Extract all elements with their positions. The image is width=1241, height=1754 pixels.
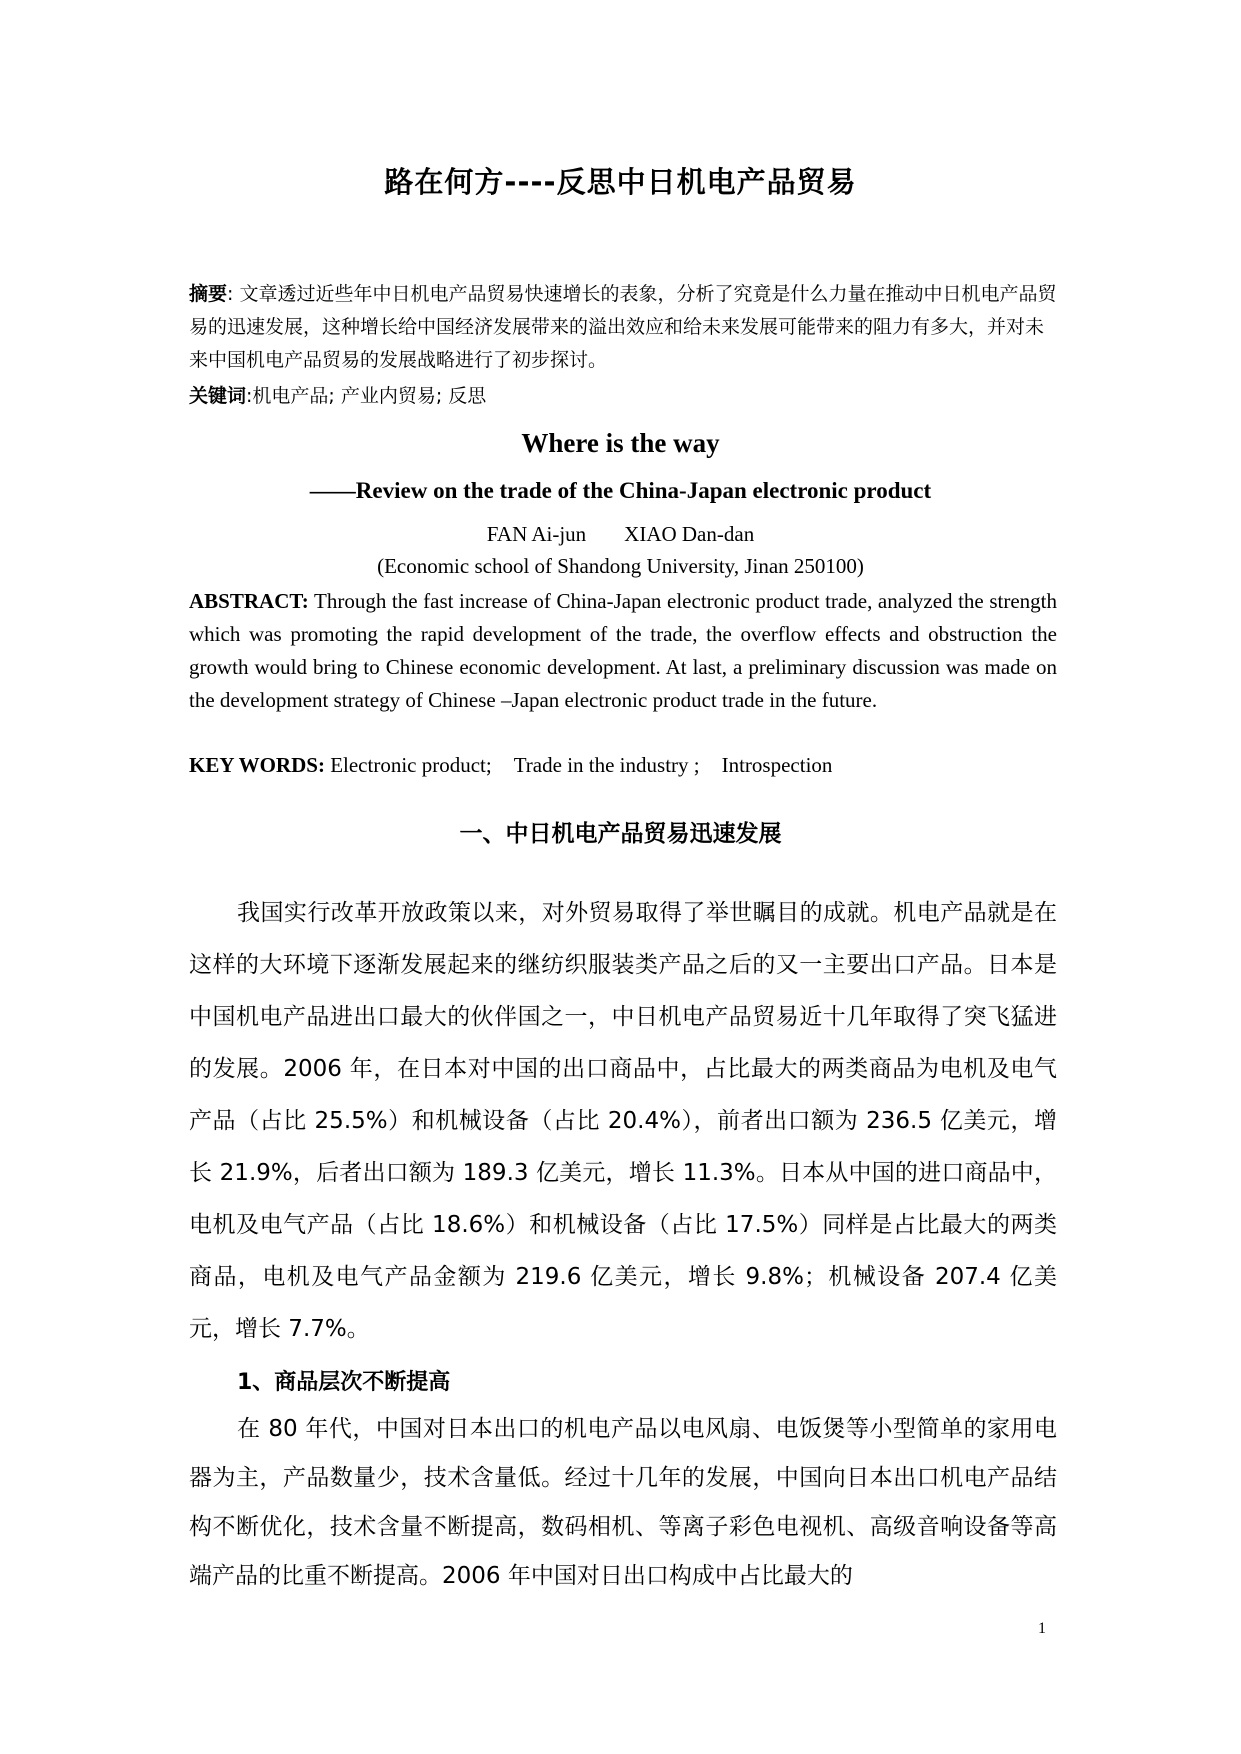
english-title: Where is the way (521, 428, 720, 458)
body-paragraph: 我国实行改革开放政策以来，对外贸易取得了举世瞩目的成就。机电产品就是在这样的大环境下逐渐发展起来的继纺织服装类产品之后的又一主要出口产品。日本是中国机电产品进出口最大的伙伴国之一，中日机电产品贸易近十几年取得了突飞猛进的发展。2006 年，在日本对中国的出口商品中，占比最大的两类商品为电机及电气产品（占比 25.5%）和机械设备（占比 20.4%），前者出口额为 236.5 亿美元，增长 21.9%，后者出口额为 189.3 亿美元，增长 11.3%。日本从中国的进口商品中，电机及电气产品（占比 18.6%）和机械设备（占比 17.5%）同样是占比最大的两类商品，电机及电气产品金额为 219.6 亿美元，增长 9.8%；机械设备 207.4 亿美元，增长 7.7%。 (189, 900, 1057, 1342)
body-paragraph: 在 80 年代，中国对日本出口的机电产品以电风扇、电饭煲等小型简单的家用电器为主，产品数量少，技术含量低。经过十几年的发展，中国向日本出口机电产品结构不断优化，技术含量不断提高，数码相机、等离子彩色电视机、高级音响设备等高端产品的比重不断提高。2006 年中国对日出口构成中占比最大的 (189, 1416, 1057, 1589)
author-name: FAN Ai-jun (486, 522, 587, 546)
author-name: XIAO Dan-dan (624, 522, 755, 546)
english-subtitle: ——Review on the trade of the China-Japan electronic product (309, 478, 932, 503)
chinese-abstract-label: 摘要 (189, 283, 228, 305)
english-keywords-label: KEY WORDS: (189, 753, 325, 777)
english-abstract-label: ABSTRACT: (189, 589, 309, 613)
english-keyword: Introspection (721, 753, 833, 777)
chinese-keywords (189, 380, 1057, 413)
chinese-abstract (189, 278, 1057, 377)
author-line (0, 522, 1241, 547)
english-keywords (189, 749, 1057, 782)
chinese-abstract-text: : 文章透过近些年中日机电产品贸易快速增长的表象，分析了究竟是什么力量在推动中日机电产品贸易的迅速发展，这种增长给中国经济发展带来的溢出效应和给未来发展可能带来的阻力有多大，并对未来中国机电产品贸易的发展战略进行了初步探讨。 (189, 283, 1057, 371)
english-abstract-text: Through the fast increase of China-Japan electronic product trade, analyzed the strength which was promoting the rapid development of the trade, the overflow effects and obstruction the growth would bring to Chinese economic development. At last, a preliminary discussion was made on the development strategy of Chinese –Japan electronic product trade in the future. (189, 589, 1057, 712)
english-keyword: Trade in the industry ; (513, 753, 700, 777)
english-abstract (189, 585, 1057, 717)
subsection-heading: 1、商品层次不断提高 (237, 1370, 451, 1395)
section-heading: 一、中日机电产品贸易迅速发展 (459, 821, 782, 847)
english-keyword: Electronic product; (330, 753, 492, 777)
affiliation: (Economic school of Shandong University, Jinan 250100) (377, 554, 864, 578)
chinese-title: 路在何方----反思中日机电产品贸易 (384, 165, 857, 199)
chinese-keywords-label: 关键词 (189, 385, 247, 407)
page-number: 1 (1038, 1620, 1046, 1637)
chinese-keywords-text: :机电产品; 产业内贸易; 反思 (246, 385, 487, 407)
